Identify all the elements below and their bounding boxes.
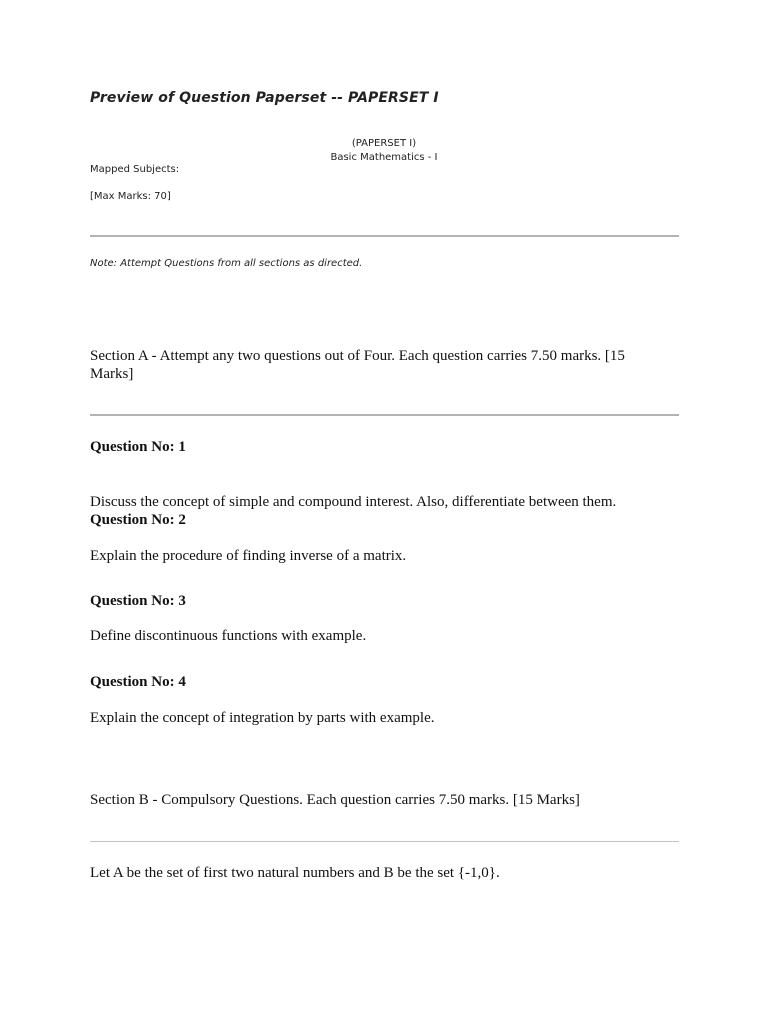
- page-title: Preview of Question Paperset -- PAPERSET I: [90, 90, 439, 106]
- question-2-text: Explain the procedure of finding inverse of a matrix.: [90, 548, 407, 564]
- question-4-text: Explain the concept of integration by parts with example.: [90, 710, 435, 726]
- subject-name: Basic Mathematics - I: [330, 152, 438, 163]
- question-3-label: Question No: 3: [90, 593, 186, 609]
- section-b-heading: Section B - Compulsory Questions. Each question carries 7.50 marks. [15 Marks]: [90, 792, 580, 808]
- max-marks: [Max Marks: 70]: [90, 191, 171, 202]
- note: Note: Attempt Questions from all sections as directed.: [90, 258, 363, 269]
- divider: [90, 841, 679, 842]
- question-4-label: Question No: 4: [90, 674, 186, 690]
- paper-header-block: [90, 137, 678, 165]
- question-2-label: Question No: 2: [90, 512, 186, 528]
- question-1-label: Question No: 1: [90, 439, 186, 455]
- section-a-heading: Section A - Attempt any two questions out of Four. Each question carries 7.50 marks. [15 Marks]: [90, 348, 625, 382]
- question-3-text: Define discontinuous functions with example.: [90, 628, 367, 644]
- section-b-question-text: Let A be the set of first two natural numbers and B be the set {-1,0}.: [90, 865, 500, 881]
- divider: [90, 235, 679, 237]
- paperset-code: (PAPERSET I): [351, 138, 417, 149]
- divider: [90, 414, 679, 416]
- mapped-subjects-label: Mapped Subjects:: [90, 164, 180, 175]
- question-1-text: Discuss the concept of simple and compound interest. Also, differentiate between them.: [90, 494, 617, 510]
